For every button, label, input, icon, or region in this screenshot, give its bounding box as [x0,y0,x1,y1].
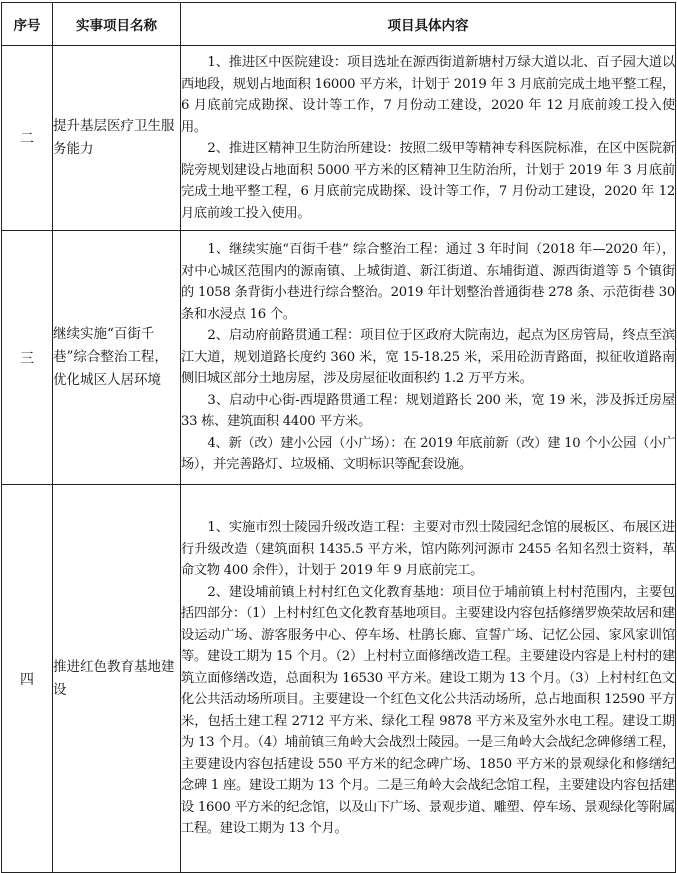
row-project-content [181,231,676,485]
row-project-content [181,46,676,231]
content-paragraph: 2、启动府前路贯通工程：项目位于区政府大院南边，起点为区房管局，终点至滨江大道，规划道路长度约 360 米，宽 15-18.25 米，采用砼沥青路面，拟征收道路南侧旧城区部分土地房屋，涉及房屋征收面积约 1.2 万平方米。 [181,328,675,387]
row-seq: 四 [2,485,53,873]
content-paragraph: 1、实施市烈士陵园升级改造工程：主要对市烈士陵园纪念馆的展板区、布展区进行升级改造（建筑面积 1435.5 平方米，馆内陈列河源市 2455 名知名烈士资料，革命文物 400 余件），计划于 2019 年 9 月底前完工。 [181,520,675,579]
projects-table [1,2,676,873]
content-paragraph: 4、新（改）建小公园（小广场）：在 2019 年底前新（改）建 10 个小公园（小广场），并完善路灯、垃圾桶、文明标识等配套设施。 [181,435,675,473]
table-row [2,485,676,873]
table-row [2,231,676,485]
content-paragraph: 1、继续实施“百街千巷” 综合整治工程：通过 3 年时间（2018 年—2020 年），对中心城区范围内的源南镇、上城街道、新江街道、东埔街道、源西街道等 5 个镇街的 1058 条背街小巷进行综合整治。2019 年计划整治普通街巷 278 条、示范街巷 30 条和水浸点 16 个。 [181,242,675,322]
row-project-name: 继续实施“百街千巷”综合整治工程，优化城区人居环境 [53,231,181,485]
content-paragraph: 2、推进区精神卫生防治所建设：按照二级甲等精神专科医院标准，在区中医院新院旁规划建设占地面积 5000 平方米的区精神卫生防治所，计划于 2019 年 3 月底前完成土地平整工程，6 月底前完成勘探、设计等工作，7 月份动工建设，2020 年 12 月底前竣工投入使用。 [181,141,675,221]
row-project-name: 提升基层医疗卫生服务能力 [53,46,181,231]
content-paragraph: 3、启动中心街-西堤路贯通工程：规划道路长 200 米，宽 19 米，涉及拆迁房屋 33 栋、建筑面积 4400 平方米。 [181,392,675,430]
table-row [2,46,676,231]
row-seq: 二 [2,46,53,231]
header-seq: 序号 [2,3,53,46]
row-seq: 三 [2,231,53,485]
table-header-row [2,3,676,46]
content-paragraph: 2、建设埔前镇上村村红色文化教育基地：项目位于埔前镇上村村范围内，主要包括四部分：（1）上村村红色文化教育基地项目。主要建设内容包括修缮罗焕荣故居和建设运动广场、游客服务中心、停车场、杜鹃长廊、宣誓广场、记忆公园、家风家训馆等。建设工期为 15 个月。（2）上村村立面修缮改造工程。主要建设内容是上村村的建筑立面修缮改造，总面积为 16530 平方米。建设工期为 13 个月。（3）上村村红色文化公共活动场所项目。主要建设一个红色文化公共活动场所，总占地面积 12590 平方米，包括土建工程 2712 平方米、绿化工程 9878 平方米及室外水电工程。建设工期为 13 个月。（4）埔前镇三角岭大会战烈士陵园。一是三角岭大会战纪念碑修缮工程，主要建设内容包括建设 550 平方米的纪念碑广场、1850 平方米的景观绿化和修缮纪念碑 1 座。建设工期为 13 个月。二是三角岭大会战纪念馆工程，主要建设内容包括建设 1600 平方米的纪念馆，以及山下广场、景观步道、雕塑、停车场、景观绿化等附属工程。建设工期为 13 个月。 [181,584,675,837]
header-project-name: 实事项目名称 [53,3,181,46]
content-paragraph: 1、推进区中医院建设：项目选址在源西街道新塘村万绿大道以北、百子园大道以西地段，规划占地面积 16000 平方米，计划于 2019 年 3 月底前完成土地平整工程，6 月底前完成勘探、设计等工作，7 月份动工建设，2020 年 12 月底前竣工投入使用。 [181,55,675,135]
row-project-content [181,485,676,873]
header-project-content: 项目具体内容 [181,3,676,46]
row-project-name: 推进红色教育基地建设 [53,485,181,873]
